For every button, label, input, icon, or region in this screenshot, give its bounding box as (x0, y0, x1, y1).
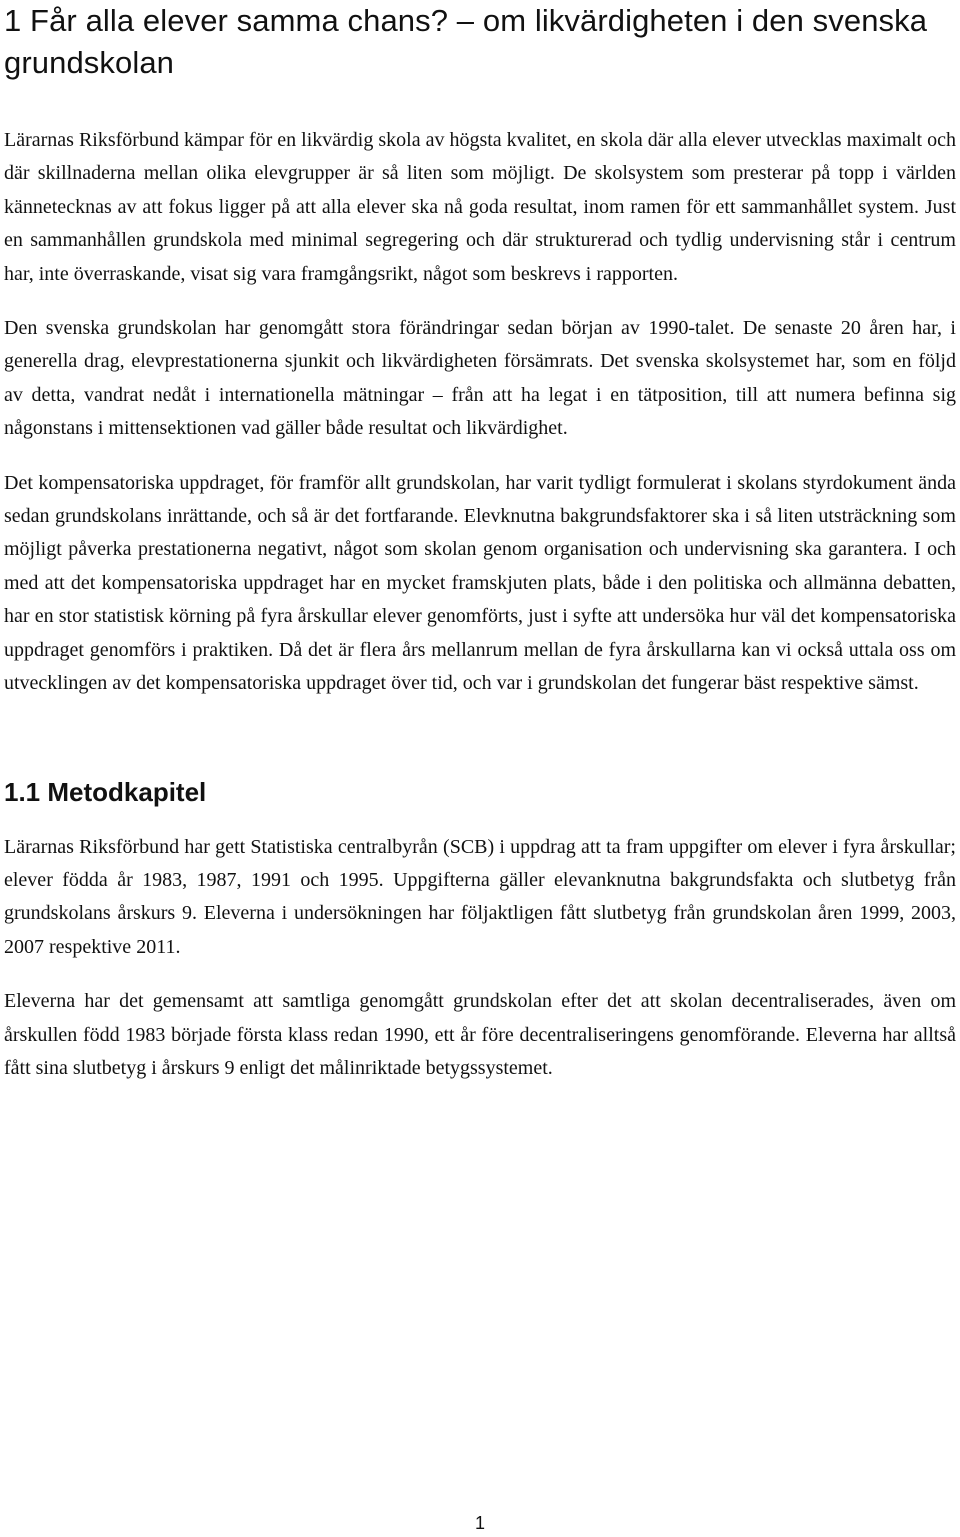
body-paragraph-3: Det kompensatoriska uppdraget, för framför allt grundskolan, har varit tydligt formulerat i skolans styrdokument ända sedan grundskolans inrättande, och så är det fortfarande. Elevknutna bakgrundsfaktorer ska i så liten utsträckning som möjligt påverka prestationerna negativt, något som skolan genom organisation och undervisning ska garantera. I och med att det kompensatoriska uppdraget har en mycket framskjuten plats, både i den politiska och allmänna debatten, har en stor statistisk körning på fyra årskullar elever genomförts, just i syfte att undersöka hur väl det kompensatoriska uppdraget genomförs i praktiken. Då det är flera års mellanrum mellan de fyra årskullarna kan vi också uttala oss om utvecklingen av det kompensatoriska uppdraget över tid, och var i grundskolan det fungerar bäst respektive sämst. (4, 471, 956, 695)
body-paragraph-1: Lärarnas Riksförbund kämpar för en likvärdig skola av högsta kvalitet, en skola där alla elever utvecklas maximalt och där skillnaderna mellan olika elevgrupper är så liten som möjligt. De skolsystem som presterar på topp i världen kännetecknas av att fokus ligger på att alla elever ska nå goda resultat, inom ramen för ett sammanhållet system. Just en sammanhållen grundskola med minimal segregering och där strukturerad och tydlig undervisning står i centrum har, inte överraskande, visat sig vara framgångsrikt, något som beskrevs i rapporten. (4, 129, 956, 285)
section-heading: 1 Får alla elever samma chans? – om likvärdigheten i den svenska grundskolan (4, 3, 928, 80)
body-paragraph-5: Eleverna har det gemensamt att samtliga genomgått grundskolan efter det att skolan decentraliserades, även om årskullen född 1983 började första klass redan 1990, ett år före decentraliseringens genomförande. Eleverna har alltså fått sina slutbetyg i årskurs 9 enligt det målinriktade betygssystemet. (4, 990, 956, 1079)
body-paragraph-4: Lärarnas Riksförbund har gett Statistiska centralbyrån (SCB) i uppdrag att ta fram uppgifter om elever i fyra årskullar; elever födda år 1983, 1987, 1991 och 1995. Uppgifterna gäller elevanknutna bakgrundsfakta och slutbetyg från grundskolans årskurs 9. Eleverna i undersökningen har följaktligen fått slutbetyg från grundskolan åren 1999, 2003, 2007 respektive 2011. (4, 835, 956, 958)
document-page (4, 0, 956, 1085)
body-paragraph-2: Den svenska grundskolan har genomgått stora förändringar sedan början av 1990-talet. De senaste 20 åren har, i generella drag, elevprestationerna sjunkit och likvärdigheten försämrats. Det svenska skolsystemet har, som en följd av detta, vandrat nedåt i internationella mätningar – från att ha legat i en tätposition, till att numera befinna sig någonstans i mittensektionen vad gäller både resultat och likvärdighet. (4, 317, 956, 440)
subsection-heading: 1.1 Metodkapitel (4, 776, 207, 807)
subsection (4, 775, 956, 809)
page-number: 1 (474, 1513, 485, 1533)
